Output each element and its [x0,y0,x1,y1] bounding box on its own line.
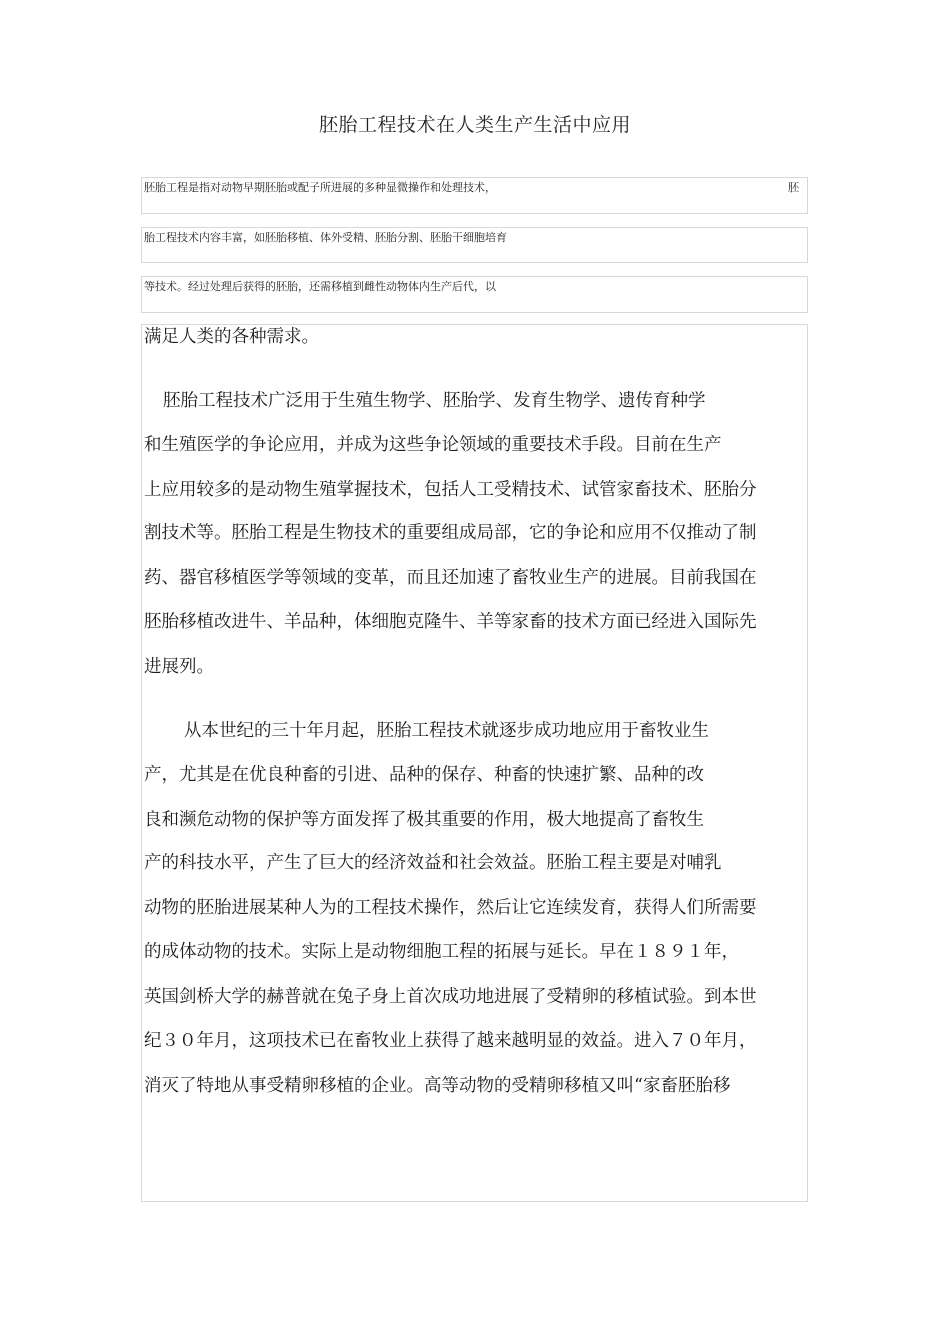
document-title: 胚胎工程技术在人类生产生活中应用 [318,114,631,136]
text-box-3 [141,276,808,313]
text-line-3: 等技术。经过处理后获得的胚胎，还需移植到雌性动物体内生产后代，以 [144,280,496,293]
text-box-1 [141,177,808,214]
body-line: 割技术等。胚胎工程是生物技术的重要组成局部，它的争论和应用不仅推动了制 [144,523,757,543]
text-line-1: 胚胎工程是指对动物早期胚胎或配子所进展的多种显微操作和处理技术， [144,181,496,194]
body-line: 动物的胚胎进展某种人为的工程技术操作，然后让它连续发育，获得人们所需要 [144,898,757,918]
body-line: 药、器官移植医学等领域的变革，而且还加速了畜牧业生产的进展。目前我国在 [144,568,757,588]
body-line: 胚胎工程技术广泛用于生殖生物学、胚胎学、发育生物学、遗传育种学 [163,391,706,411]
body-line: 从本世纪的三十年月起，胚胎工程技术就逐步成功地应用于畜牧业生 [184,721,709,741]
body-line: 纪３０年月，这项技术已在畜牧业上获得了越来越明显的效益。进入７０年月， [144,1031,757,1051]
text-box-2 [141,227,808,263]
text-line-2: 胎工程技术内容丰富，如胚胎移植、体外受精、胚胎分割、胚胎干细胞培育 [144,231,507,244]
body-line: 胚胎移植改进牛、羊品种，体细胞克隆牛、羊等家畜的技术方面已经进入国际先 [144,612,757,632]
body-line: 和生殖医学的争论应用，并成为这些争论领域的重要技术手段。目前在生产 [144,435,722,455]
body-line: 产，尤其是在优良种畜的引进、品种的保存、种畜的快速扩繁、品种的改 [144,765,704,785]
body-line: 良和濒危动物的保护等方面发挥了极其重要的作用，极大地提高了畜牧生 [144,810,704,830]
body-line: 进展列。 [144,657,214,677]
body-line: 英国剑桥大学的赫普就在兔子身上首次成功地进展了受精卵的移植试验。到本世 [144,987,757,1007]
body-line: 产的科技水平，产生了巨大的经济效益和社会效益。胚胎工程主要是对哺乳 [144,853,722,873]
text-line-1-tail: 胚 [788,181,799,194]
body-line: 上应用较多的是动物生殖掌握技术，包括人工受精技术、试管家畜技术、胚胎分 [144,480,757,500]
body-line: 消灭了特地从事受精卵移植的企业。高等动物的受精卵移植又叫“家畜胚胎移 [144,1076,731,1096]
body-line: 的成体动物的技术。实际上是动物细胞工程的拓展与延长。早在１８９１年， [144,942,739,962]
body-line: 满足人类的各种需求。 [144,327,319,347]
